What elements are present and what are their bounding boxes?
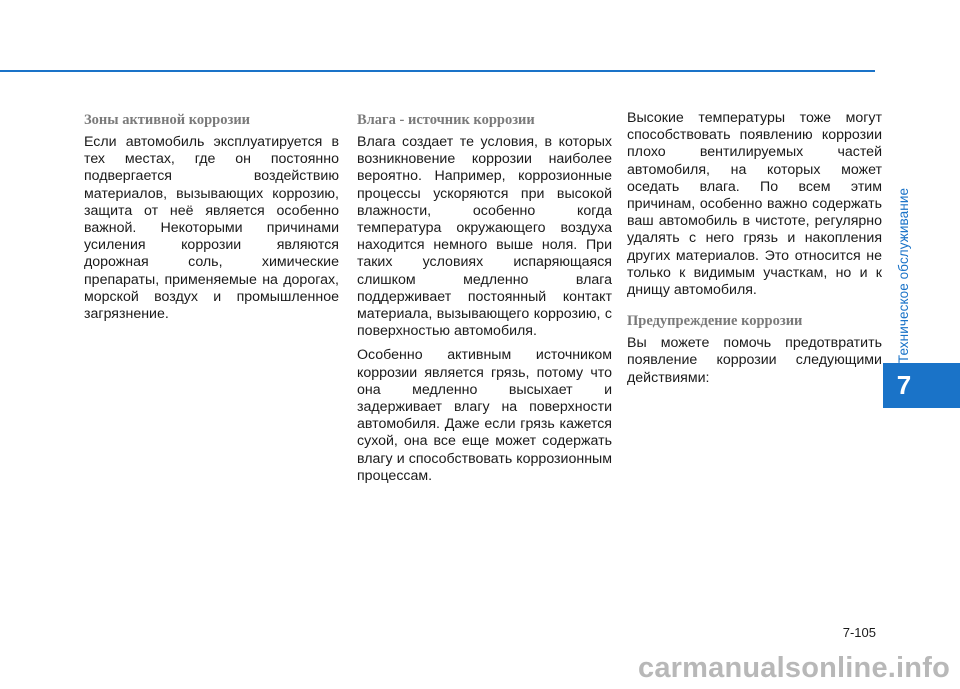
- watermark: carmanualsonline.info: [638, 652, 950, 684]
- paragraph: Если автомобиль эксплуатируется в тех местах, где он постоянно подвергается воздействию материалов, вызывающих коррозию, защита от неё является особенно важной. Некоторыми причинами усиления коррозии являются дорожная соль, химические препараты, применяемые на дорогах, морской воздух и промышленное загрязнение.: [84, 134, 339, 323]
- section-side-title: [883, 185, 925, 365]
- chapter-tab: [883, 363, 960, 408]
- header-rule: [0, 70, 875, 72]
- paragraph: Влага создает те условия, в которых возникновение коррозии наиболее вероятно. Например, коррозионные процессы ускоряются при высокой влажности, особенно когда температура окружающего воздуха находится немного выше ноля. При таких условиях испаряющаяся слишком медленно влага поддерживает постоянный контакт материала, вызывающего коррозию, с поверхностью автомобиля.: [357, 134, 612, 340]
- page-number: 7-105: [842, 625, 876, 640]
- paragraph: Вы можете помочь предотвратить появление коррозии следующими действиями:: [627, 335, 882, 386]
- paragraph: Особенно активным источником коррозии является грязь, потому что она медленно высыхает и задерживает влагу на поверхности автомобиля. Даже если грязь кажется сухой, она все еще может содержать влагу и способствовать коррозионным процессам.: [357, 347, 612, 484]
- column-2: [357, 110, 612, 492]
- heading-moisture-source: Влага - источник коррозии: [357, 112, 535, 128]
- chapter-number: 7: [896, 370, 912, 400]
- column-1: [84, 110, 339, 330]
- heading-active-corrosion-zones: Зоны активной коррозии: [84, 112, 251, 128]
- section-title-text: Техническое обслуживание: [896, 187, 912, 363]
- heading-corrosion-prevention: Предупреждение коррозии: [627, 313, 803, 330]
- paragraph: Высокие температуры тоже могут способствовать появлению коррозии плохо вентилируемых частей автомобиля, на которых может оседать влага. По всем этим причинам, особенно важно содержать ваш автомобиль в чистоте, регулярно удалять с него грязь и накопления других материалов. Это относится не только к видимым участкам, но и к днищу автомобиля.: [627, 110, 882, 299]
- column-3: [627, 110, 882, 394]
